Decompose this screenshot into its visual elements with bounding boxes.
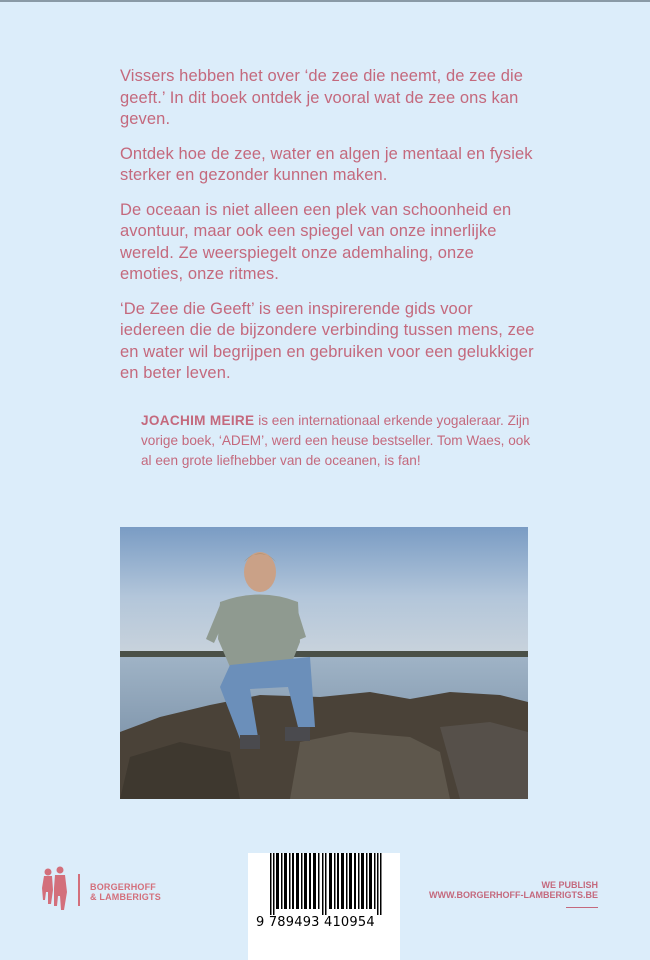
- blurb-paragraph-2: Ontdek hoe de zee, water en algen je mentaal en fysiek sterker en gezonder kunnen maken.: [120, 144, 533, 184]
- isbn-barcode: [248, 853, 400, 960]
- blurb-paragraph-1: Vissers hebben het over ‘de zee die neemt, de zee die geeft.’ In dit boek ontdek je vooral wat de zee ons kan geven.: [120, 67, 524, 128]
- author-name: JOACHIM MEIRE: [141, 413, 255, 428]
- author-bio: [141, 411, 541, 471]
- author-bio-text: is een internationaal erkende yogaleraar. Zijn vorige boek, ‘ADEM’, werd een heuse bestseller. Tom Waes, ook al een grote liefhebber van de oceanen, is fan!: [141, 413, 531, 468]
- publisher-name: BORGERHOFF & LAMBERIGTS: [90, 882, 161, 902]
- underline-decoration: [566, 907, 598, 909]
- publisher-logo: [40, 870, 180, 920]
- top-border: [0, 0, 650, 2]
- isbn-digits: 9 789493 410954: [256, 915, 375, 930]
- blurb-paragraph-3: De oceaan is niet alleen een plek van schoonheid en avontuur, maar ook een spiegel van onze innerlijke wereld. Ze weerspiegelt onze ademhaling, onze emoties, onze ritmes.: [120, 200, 512, 283]
- author-photo: [120, 527, 528, 799]
- author-photo-image: [120, 527, 528, 799]
- publisher-tagline: [429, 880, 598, 910]
- barcode-bars: [248, 853, 400, 915]
- logo-divider: [78, 874, 80, 906]
- back-cover-blurb: [120, 66, 540, 398]
- blurb-paragraph-4: ‘De Zee die Geeft’ is een inspirerende gids voor iedereen die de bijzondere verbinding tussen mens, zee en water wil begrijpen en gebruiken voor een gelukkiger en beter leven.: [120, 299, 535, 382]
- two-walking-figures-icon: [40, 866, 72, 910]
- publisher-website-link[interactable]: WWW.BORGERHOFF-LAMBERIGTS.BE: [429, 890, 598, 900]
- we-publish-text: WE PUBLISH: [541, 880, 598, 890]
